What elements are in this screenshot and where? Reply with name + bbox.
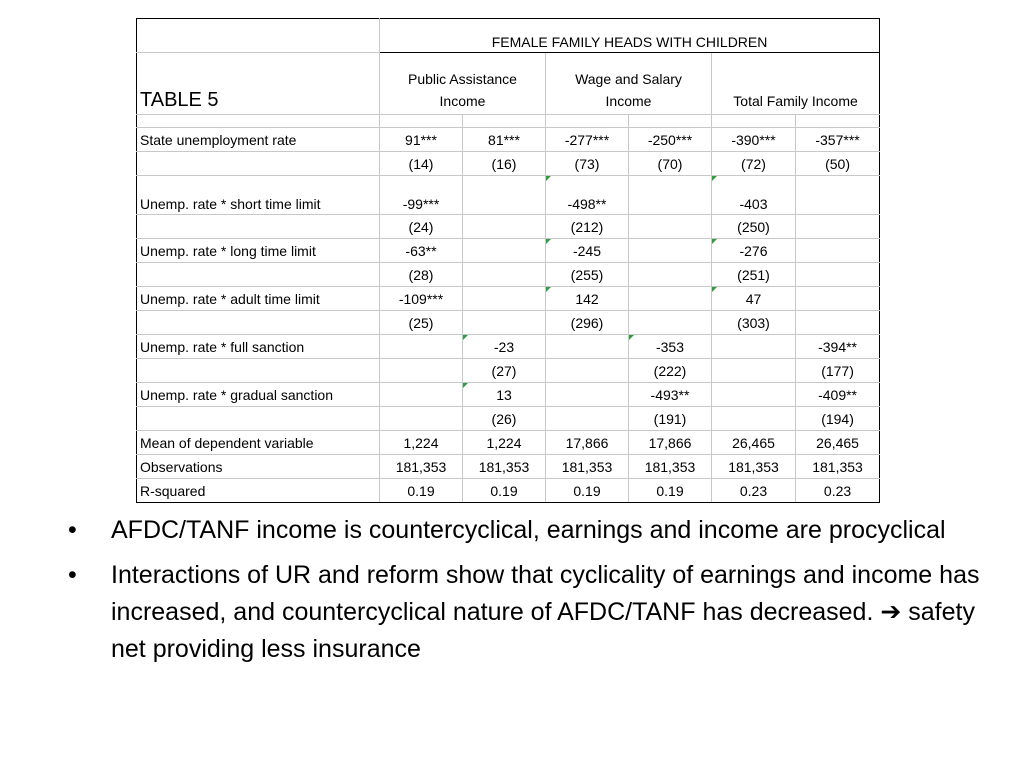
row-label: R-squared (137, 479, 380, 503)
table-cell (463, 239, 546, 263)
table-cell: 181,353 (380, 455, 463, 479)
table-cell: -394** (796, 335, 880, 359)
table-cell: 0.19 (546, 479, 629, 503)
table-cell: (222) (629, 359, 712, 383)
table-cell: 181,353 (712, 455, 796, 479)
table-row (137, 176, 880, 215)
table-cell: (50) (796, 152, 880, 176)
table-cell: (27) (463, 359, 546, 383)
bullet-text: Interactions of UR and reform show that cyclicality of earnings and income has increased, and countercyclical nature of AFDC/TANF has decreased. (111, 561, 980, 626)
table-cell (380, 335, 463, 359)
table-cell: -109*** (380, 287, 463, 311)
table-row (137, 479, 880, 503)
table-cell: -23 (463, 335, 546, 359)
table-cell: (24) (380, 215, 463, 239)
table-cell: (16) (463, 152, 546, 176)
table-cell (629, 215, 712, 239)
table-cell: 181,353 (629, 455, 712, 479)
table-cell (796, 215, 880, 239)
bullet-text-tail: safety net providing less insurance (111, 598, 975, 663)
table-cell: -403 (712, 176, 796, 215)
table-cell (463, 311, 546, 335)
row-label: Unemp. rate * short time limit (137, 176, 380, 215)
table-cell: 181,353 (546, 455, 629, 479)
table-cell (629, 239, 712, 263)
table-cell: 1,224 (380, 431, 463, 455)
table-cell: 17,866 (546, 431, 629, 455)
table-cell: -409** (796, 383, 880, 407)
bullet-marker: • (68, 516, 77, 544)
table-cell (712, 407, 796, 431)
table-cell: 142 (546, 287, 629, 311)
table-cell: -277*** (546, 128, 629, 152)
table-cell (796, 263, 880, 287)
table-row (137, 407, 880, 431)
table-row (137, 152, 880, 176)
table-cell: (26) (463, 407, 546, 431)
row-label: Observations (137, 455, 380, 479)
table-cell: (72) (712, 152, 796, 176)
table-row (137, 431, 880, 455)
table-cell: (177) (796, 359, 880, 383)
table-row (137, 455, 880, 479)
table-cell: (296) (546, 311, 629, 335)
table-cell (712, 335, 796, 359)
row-label (137, 407, 380, 431)
table-cell: (73) (546, 152, 629, 176)
table-cell: -245 (546, 239, 629, 263)
table-cell: -250*** (629, 128, 712, 152)
table-row (137, 215, 880, 239)
table-cell: (28) (380, 263, 463, 287)
col-header-total-income: Total Family Income (712, 53, 880, 115)
table-cell (463, 215, 546, 239)
bullet-marker: • (68, 561, 77, 589)
table-cell (796, 311, 880, 335)
table-cell: 0.19 (380, 479, 463, 503)
row-label (137, 263, 380, 287)
col-header-public-assistance: Public Assistance Income (380, 53, 546, 115)
row-label: Mean of dependent variable (137, 431, 380, 455)
table-cell: 0.19 (463, 479, 546, 503)
table-cell (380, 359, 463, 383)
row-label: Unemp. rate * full sanction (137, 335, 380, 359)
table-cell (796, 239, 880, 263)
table-row (137, 128, 880, 152)
table-cell: 181,353 (463, 455, 546, 479)
table-cell (712, 359, 796, 383)
table-cell: (25) (380, 311, 463, 335)
table-row (137, 287, 880, 311)
table-cell: 17,866 (629, 431, 712, 455)
table-cell (546, 359, 629, 383)
table-cell: 13 (463, 383, 546, 407)
table-cell (712, 383, 796, 407)
table-cell (463, 287, 546, 311)
table-row (137, 239, 880, 263)
header-row-columns (137, 53, 880, 115)
table-cell (380, 383, 463, 407)
table-cell (463, 263, 546, 287)
table-cell: -493** (629, 383, 712, 407)
table-cell (796, 287, 880, 311)
group-header: FEMALE FAMILY HEADS WITH CHILDREN (380, 19, 880, 53)
table-cell (629, 176, 712, 215)
table-cell (796, 176, 880, 215)
table-cell: 91*** (380, 128, 463, 152)
row-label: Unemp. rate * adult time limit (137, 287, 380, 311)
table-cell (629, 311, 712, 335)
row-label (137, 311, 380, 335)
table-cell: 26,465 (712, 431, 796, 455)
table-row (137, 311, 880, 335)
table-cell (629, 263, 712, 287)
table-cell: (255) (546, 263, 629, 287)
arrow-icon: ➔ (880, 598, 902, 626)
regression-table (136, 18, 880, 503)
table-cell: (212) (546, 215, 629, 239)
table-cell: (191) (629, 407, 712, 431)
table-cell: 81*** (463, 128, 546, 152)
row-label (137, 152, 380, 176)
table-row (137, 263, 880, 287)
table-cell (546, 407, 629, 431)
bullet-item (68, 557, 998, 668)
table-cell: (250) (712, 215, 796, 239)
table-cell: 0.19 (629, 479, 712, 503)
table-cell: (14) (380, 152, 463, 176)
row-label (137, 359, 380, 383)
table-title: TABLE 5 (137, 53, 380, 115)
table-cell: 47 (712, 287, 796, 311)
bullet-list (68, 512, 998, 676)
table-cell (629, 287, 712, 311)
table-cell: 181,353 (796, 455, 880, 479)
table-cell (546, 335, 629, 359)
table-row (137, 335, 880, 359)
row-label: Unemp. rate * gradual sanction (137, 383, 380, 407)
header-blank-cell (137, 19, 380, 53)
row-label: State unemployment rate (137, 128, 380, 152)
row-label: Unemp. rate * long time limit (137, 239, 380, 263)
table-cell: 1,224 (463, 431, 546, 455)
table-cell: -353 (629, 335, 712, 359)
table-cell (546, 383, 629, 407)
table-cell: 0.23 (712, 479, 796, 503)
spacer-row (137, 115, 880, 128)
table-cell (380, 407, 463, 431)
table-cell: -390*** (712, 128, 796, 152)
table-cell: -63** (380, 239, 463, 263)
table-cell: 26,465 (796, 431, 880, 455)
table-cell: -276 (712, 239, 796, 263)
bullet-text: AFDC/TANF income is countercyclical, earnings and income are procyclical (111, 516, 946, 544)
table-cell: -99*** (380, 176, 463, 215)
col-header-wage-salary: Wage and Salary Income (546, 53, 712, 115)
table-cell: (194) (796, 407, 880, 431)
table-cell: (70) (629, 152, 712, 176)
table-cell: 0.23 (796, 479, 880, 503)
header-row-group (137, 19, 880, 53)
table-row (137, 359, 880, 383)
table-cell: -357*** (796, 128, 880, 152)
table-cell (463, 176, 546, 215)
table-cell: (251) (712, 263, 796, 287)
table-cell: (303) (712, 311, 796, 335)
table-cell: -498** (546, 176, 629, 215)
table-row (137, 383, 880, 407)
row-label (137, 215, 380, 239)
bullet-item (68, 512, 998, 549)
